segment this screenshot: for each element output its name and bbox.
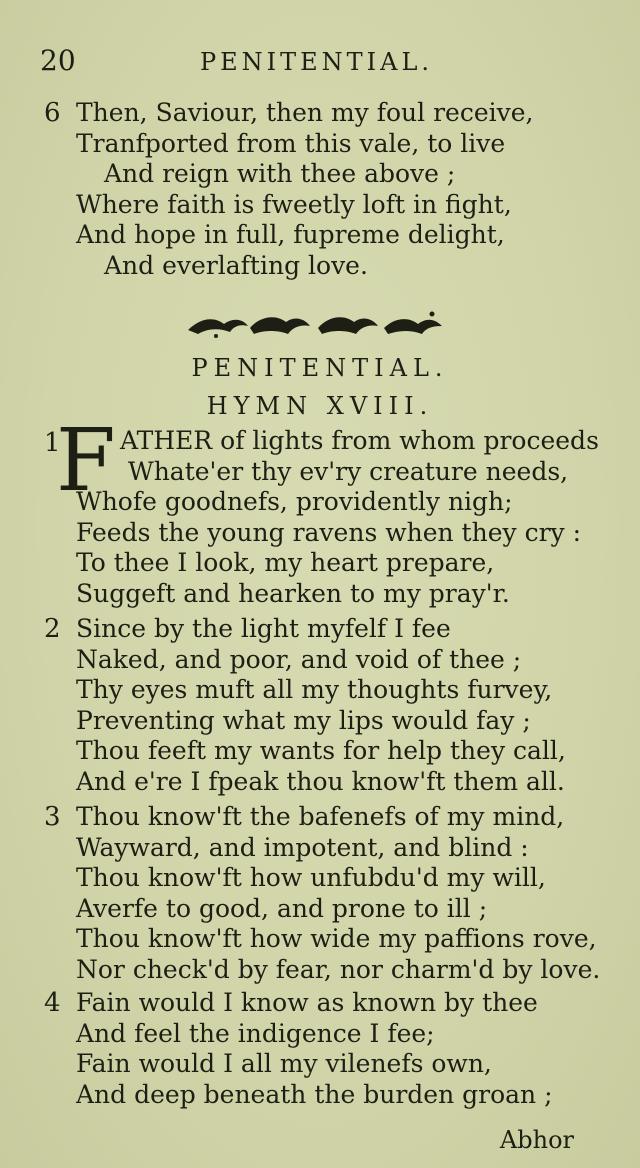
verse-line: And everlafting love.: [104, 250, 368, 280]
hymn-title: HYMN XVIII.: [206, 392, 434, 420]
section-title: PENITENTIAL.: [191, 354, 449, 382]
verse-line: Then, Saviour, then my foul receive,: [76, 98, 534, 127]
verse-line: Thou know'ft the bafenefs of my mind,: [76, 802, 565, 831]
verse-line: Thou feeft my wants for help they call,: [76, 736, 566, 765]
stanza-number: 2: [44, 614, 61, 644]
running-head: PENITENTIAL.: [200, 48, 434, 76]
verse-line: Nor check'd by fear, nor charm'd by love.: [76, 954, 601, 984]
verse-line: And feel the indigence I fee;: [76, 1018, 435, 1048]
verse-line: Since by the light myfelf I fee: [76, 614, 451, 643]
verse-line: Fain would I all my vilenefs own,: [76, 1049, 492, 1078]
verse-line: And hope in full, fupreme delight,: [76, 220, 505, 249]
stanza-number: 3: [44, 802, 61, 832]
stanza-6: [44, 98, 604, 281]
verse-line: Where faith is fweetly loft in fight,: [76, 189, 512, 219]
stanza-number: 1: [44, 428, 61, 458]
page-header: [40, 44, 600, 78]
printers-ornament-icon: [180, 304, 450, 344]
verse-line: Thou know'ft how unfubdu'd my will,: [76, 863, 546, 892]
verse-line: To thee I look, my heart prepare,: [76, 548, 495, 577]
stanza-4: [44, 988, 604, 1110]
verse-line: ATHER of lights from whom proceeds: [120, 426, 599, 455]
stanza-3: [44, 802, 604, 985]
verse-line: Feeds the young ravens when they cry :: [76, 517, 582, 547]
verse-line: Whofe goodnefs, providently nigh;: [76, 487, 513, 516]
verse-line: Preventing what my lips would fay ;: [76, 705, 531, 735]
stanza-2: [44, 614, 604, 797]
verse-line: Averfe to good, and prone to ill ;: [76, 893, 488, 923]
verse-line: Thy eyes muft all my thoughts furvey,: [76, 675, 553, 704]
stanza-number: 4: [44, 988, 61, 1018]
verse-line: Wayward, and impotent, and blind :: [76, 832, 529, 862]
verse-line: Naked, and poor, and void of thee ;: [76, 644, 522, 674]
verse-line: Whate'er thy ev'ry creature needs,: [128, 456, 569, 486]
page-number: 20: [40, 44, 76, 77]
verse-line: Suggeft and hearken to my pray'r.: [76, 578, 510, 608]
verse-line: And e're I fpeak thou know'ft them all.: [76, 766, 565, 796]
catchword: Abhor: [499, 1126, 574, 1154]
verse-line: And deep beneath the burden groan ;: [76, 1079, 553, 1109]
verse-line: Fain would I know as known by thee: [76, 988, 538, 1017]
verse-line: And reign with thee above ;: [104, 159, 456, 188]
drop-cap: F: [56, 411, 116, 511]
stanza-number: 6: [44, 98, 61, 128]
stanza-1: [44, 426, 604, 609]
verse-line: Tranfported from this vale, to live: [76, 128, 506, 158]
verse-line: Thou know'ft how wide my paffions rove,: [76, 924, 597, 953]
